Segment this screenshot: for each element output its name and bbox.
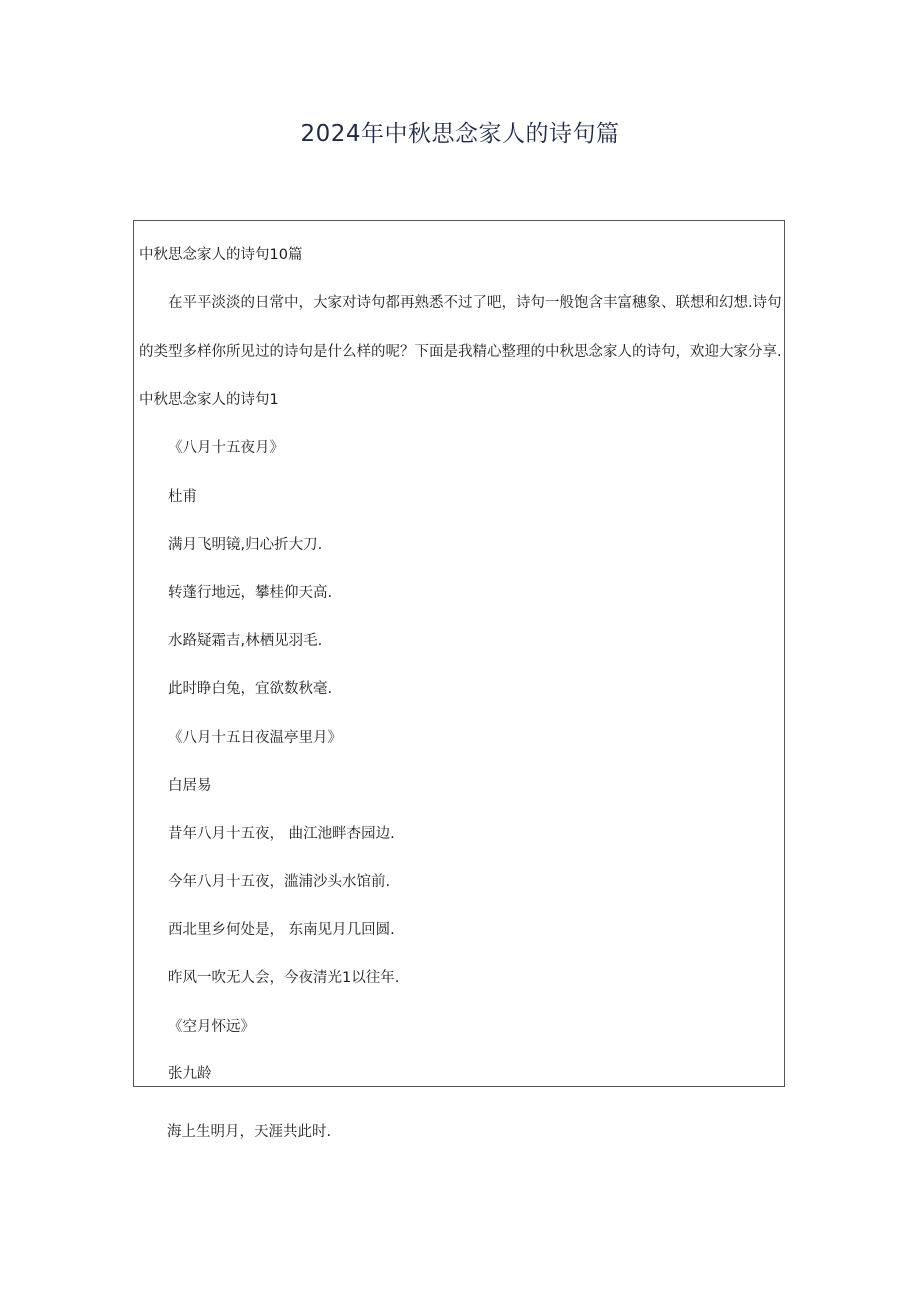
poem-line: 转蓬行地远，攀桂仰天高. [168, 585, 333, 601]
poem-line: 海上生明月，天涯共此时. [167, 1124, 332, 1140]
poem-title: 《空月怀远》 [168, 1019, 255, 1035]
poem-title: 《八月十五日夜温亭里月》 [168, 730, 342, 746]
poem-line: 昨风一吹无人会，今夜清光1以往年. [168, 970, 400, 986]
poem-line: 此时睁白兔，宜欲数秋毫. [168, 681, 333, 697]
poem-line: 西北里乡何处是， 东南见月几回圆. [168, 922, 395, 938]
content-box [133, 220, 785, 1087]
text-line: 中秋思念家人的诗句1 [139, 392, 279, 408]
poem-line: 水路疑霜吉,林栖见羽毛. [168, 633, 323, 649]
poem-title: 《八月十五夜月》 [168, 440, 284, 456]
poem-author: 张九龄 [168, 1066, 212, 1082]
text-line: 在平平淡淡的日常中，大家对诗句都再熟悉不过了吧，诗句一般饱含丰富穗象、联想和幻想.诗句 [168, 295, 782, 311]
poem-line: 满月飞明镜,归心折大刀. [168, 537, 323, 553]
page-title: 2024年中秋思念家人的诗句篇 [300, 121, 620, 147]
text-line: 中秋思念家人的诗句10篇 [139, 247, 303, 263]
poem-author: 杜甫 [168, 489, 197, 505]
poem-line: 昔年八月十五夜， 曲江池畔杏园边. [168, 826, 395, 842]
poem-line: 今年八月十五夜，滥浦沙头水馆前. [168, 874, 391, 890]
poem-author: 白居易 [168, 778, 212, 794]
text-line: 的类型多样你所见过的诗句是什么样的呢？下面是我精心整理的中秋思念家人的诗句，欢迎大家分享. [139, 344, 782, 360]
